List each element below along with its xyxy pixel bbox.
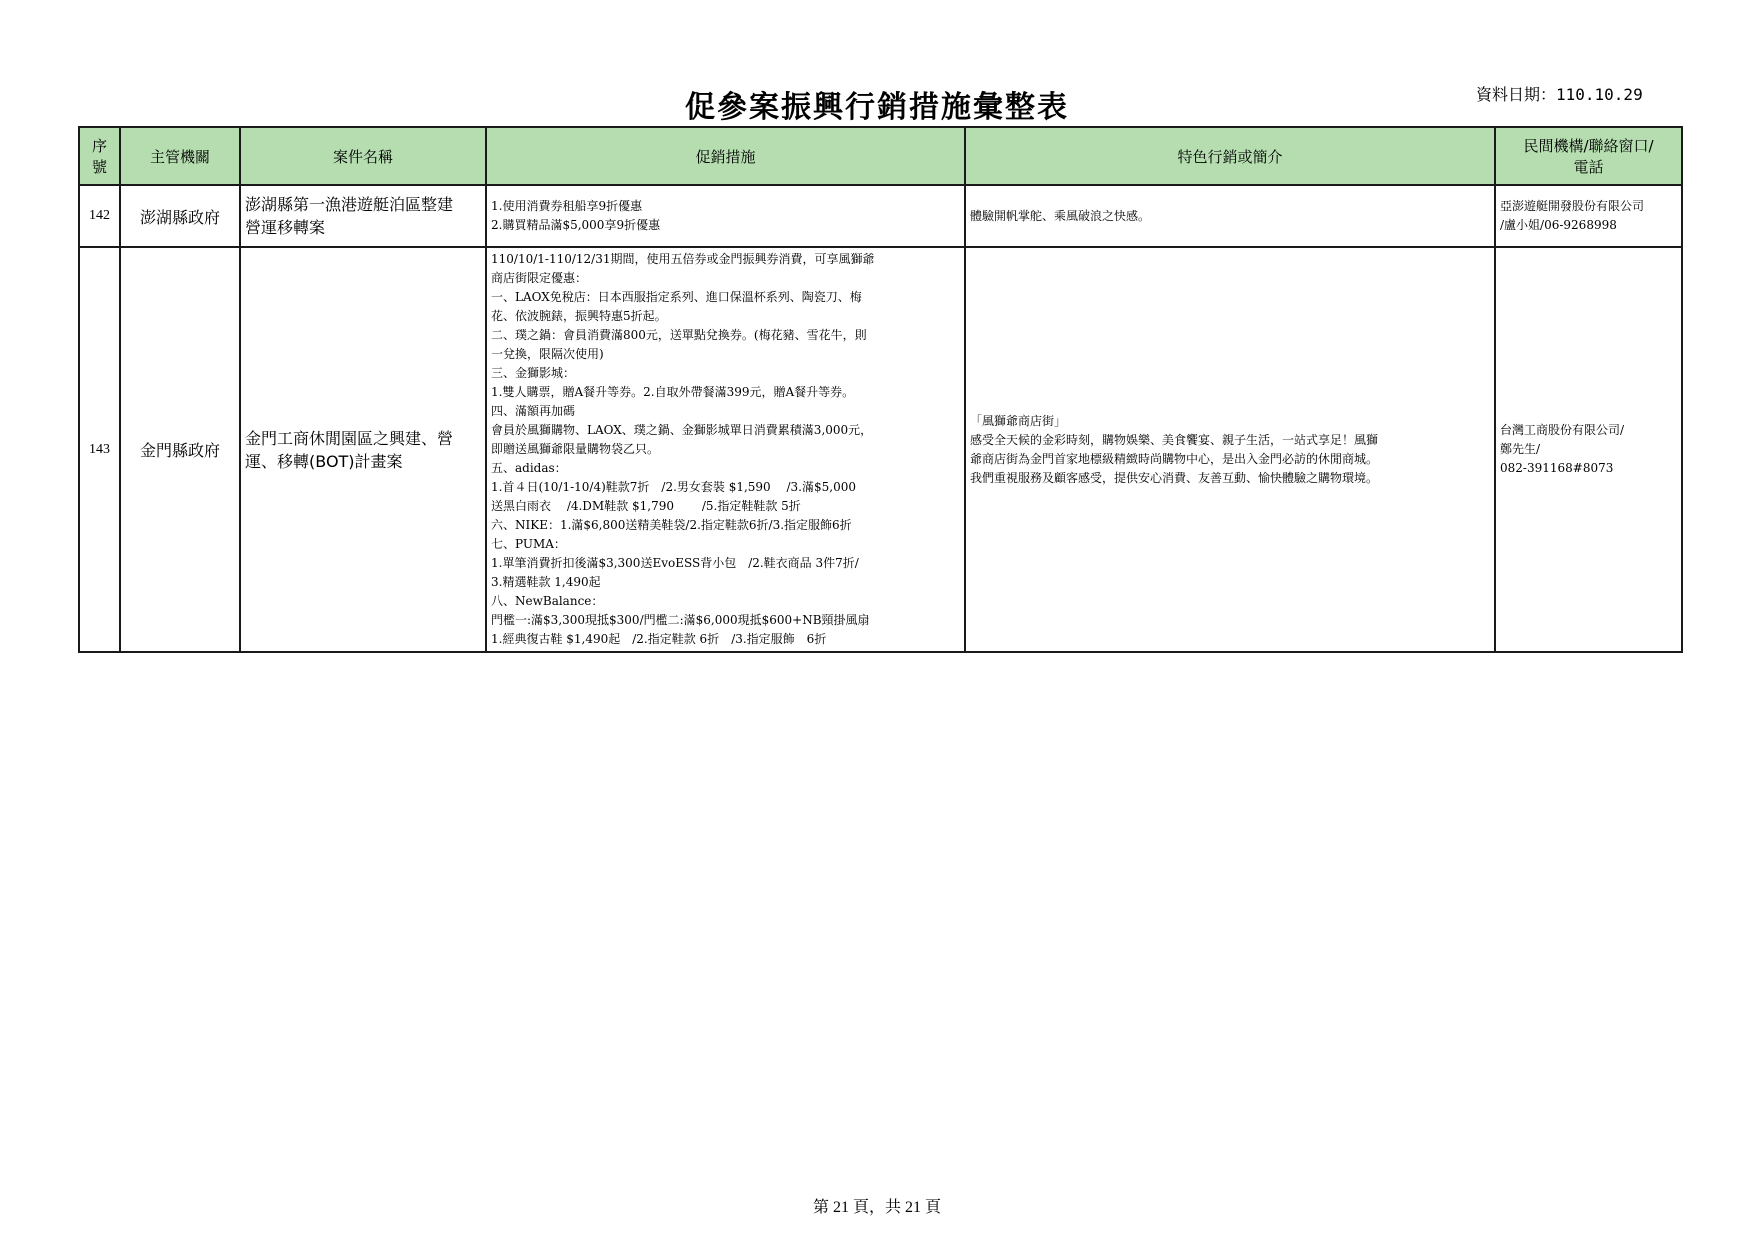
promotion-line: 六、NIKE：1.滿$6,800送精美鞋袋/2.指定鞋款6折/3.指定服飾6折 [491,518,852,532]
contact-line: 亞澎遊艇開發股份有限公司 [1500,199,1645,213]
row-agency: 金門縣政府 [120,247,240,652]
row-promotion [486,185,965,247]
promotion-table [78,126,1683,653]
promotion-line: 3.精選鞋款 1,490起 [491,575,601,589]
promotion-line: 1.首４日(10/1-10/4)鞋款7折 /2.男女套裝 $1,590 /3.滿$5,000 [491,480,856,494]
header-seq-char1: 序 [91,137,107,155]
contact-line: 台灣工商股份有限公司/ [1500,423,1625,437]
promotion-line: 110/10/1-110/12/31期間，使用五倍券或金門振興券消費，可享風獅爺 [491,252,875,266]
data-date: 資料日期：110.10.29 [1476,85,1643,104]
header-feature: 特色行銷或簡介 [965,127,1495,185]
header-contact [1495,127,1682,185]
promotion-line: 三、金獅影城： [491,366,576,380]
promotion-line: 1.使用消費券租船享9折優惠 [491,199,643,213]
case-name-line: 運、移轉(BOT)計畫案 [245,451,403,471]
row-contact [1495,247,1682,652]
promotion-line: 五、adidas： [491,461,567,475]
promotion-line: 會員於風獅購物、LAOX、璞之鍋、金獅影城單日消費累積滿3,000元， [491,423,873,437]
contact-line: 082-391168#8073 [1500,461,1614,475]
row-seq: 143 [79,247,120,652]
promotion-line: 花、依波腕錶，振興特惠5折起。 [491,309,667,323]
row-feature [965,247,1495,652]
promotion-line: 商店街限定優惠： [491,271,588,285]
header-seq [79,127,120,185]
contact-line: 鄭先生/ [1500,442,1541,456]
row-contact [1495,185,1682,247]
header-contact-line1: 民間機構/聯絡窗口/ [1523,137,1654,155]
promotion-line: 一兌換，限隔次使用) [491,347,604,361]
header-seq-char2: 號 [91,158,107,176]
feature-line: 「風獅爺商店街」 [970,413,1067,428]
promotion-line: 即贈送風獅爺限量購物袋乙只。 [491,442,660,456]
feature-line: 我們重視服務及顧客感受，提供安心消費、友善互動、愉快體驗之購物環境。 [970,470,1379,485]
case-name-line: 金門工商休閒園區之興建、營 [245,428,454,448]
page-number-footer: 第 21 頁，共 21 頁 [812,1199,941,1216]
row-case-name [240,247,486,652]
promotion-line: 七、PUMA： [491,537,566,551]
contact-line: /盧小姐/06-9268998 [1500,218,1617,232]
row-feature [965,185,1495,247]
table-row [79,185,1682,247]
row-agency: 澎湖縣政府 [120,185,240,247]
feature-line: 感受全天候的金彩時刻，購物娛樂、美食饗宴、親子生活，一站式享足！風獅 [970,432,1379,447]
row-promotion [486,247,965,652]
promotion-line: 1.單筆消費折扣後滿$3,300送EvoESS背小包 /2.鞋衣商品 3件7折/ [491,556,859,570]
document-title: 促參案振興行銷措施彙整表 [685,90,1069,125]
table-header-row [79,127,1682,185]
promotion-line: 門檻一:滿$3,300現抵$300/門檻二:滿$6,000現抵$600+NB頸掛風扇 [491,613,870,627]
case-name-line: 營運移轉案 [245,218,326,237]
promotion-line: 1.經典復古鞋 $1,490起 /2.指定鞋款 6折 /3.指定服飾 6折 [491,632,827,646]
promotion-line: 二、璞之鍋：會員消費滿800元，送單點兌換券。(梅花豬、雪花牛，則 [491,328,867,342]
header-contact-line2: 電話 [1573,158,1604,176]
promotion-line: 送黑白雨衣 /4.DM鞋款 $1,790 /5.指定鞋鞋款 5折 [491,499,801,513]
table-row [79,247,1682,652]
header-case-name: 案件名稱 [240,127,486,185]
row-case-name [240,185,486,247]
promotion-line: 四、滿額再加碼 [491,404,576,418]
promotion-line: 八、NewBalance： [491,594,604,608]
promotion-line: 1.雙人購票，贈A餐升等券。2.自取外帶餐滿399元，贈A餐升等券。 [491,385,855,399]
case-name-line: 澎湖縣第一漁港遊艇泊區整建 [245,195,454,214]
feature-line: 體驗開帆掌舵、乘風破浪之快感。 [970,208,1151,223]
promotion-line: 一、LAOX免稅店：日本西服指定系列、進口保溫杯系列、陶瓷刀、梅 [491,290,862,304]
feature-line: 爺商店街為金門首家地標級精緻時尚購物中心，是出入金門必訪的休閒商城。 [970,451,1379,466]
promotion-line: 2.購買精品滿$5,000享9折優惠 [491,218,661,232]
header-promotion: 促銷措施 [486,127,965,185]
header-agency: 主管機關 [120,127,240,185]
row-seq: 142 [79,185,120,247]
